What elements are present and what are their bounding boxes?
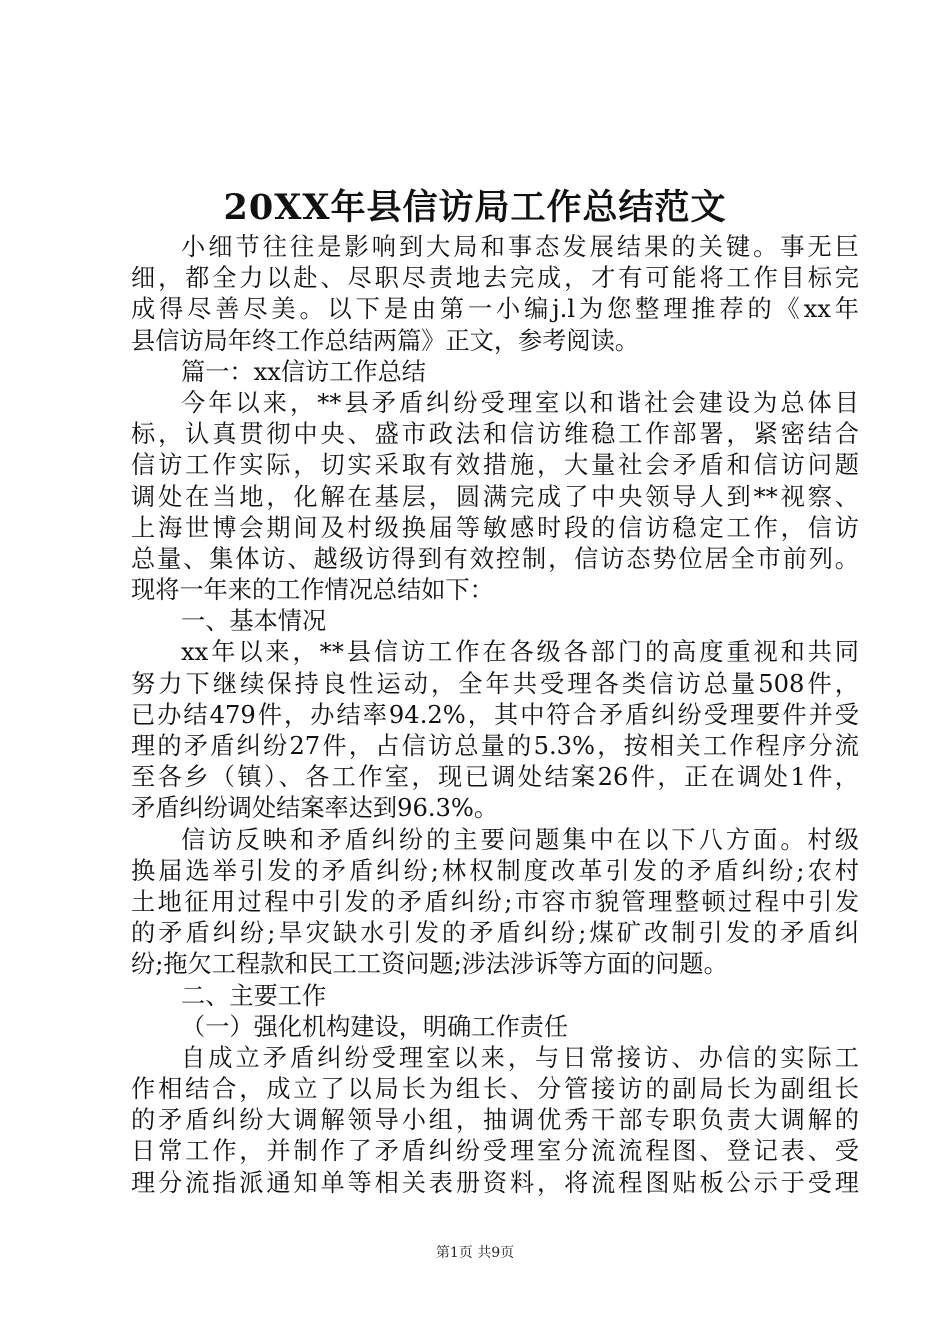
text-line: 理的矛盾纠纷27件，占信访总量的5.3%，按相关工作程序分流 xyxy=(131,732,859,760)
text-line: 小细节往往是影响到大局和事态发展结果的关键。事无巨 xyxy=(181,233,859,261)
text-line: 纷;拖欠工程款和民工工资问题;涉法涉诉等方面的问题。 xyxy=(131,950,728,979)
text-line: 一、基本情况 xyxy=(181,607,327,636)
text-line: 的矛盾纠纷大调解领导小组，抽调优秀干部专职负责大调解的 xyxy=(131,1106,859,1135)
text-line: 信访工作实际，切实采取有效措施，大量社会矛盾和信访问题 xyxy=(131,451,859,480)
text-line: 土地征用过程中引发的矛盾纠纷;市容市貌管理整顿过程中引发 xyxy=(131,887,859,916)
text-line: 努力下继续保持良性运动，全年共受理各类信访总量508件， xyxy=(131,669,859,698)
page-footer: 第1页 共9页 xyxy=(435,1245,515,1261)
text-line: （一）强化机构建设，明确工作责任 xyxy=(181,1012,569,1041)
text-line: 篇一：xx信访工作总结 xyxy=(181,357,426,386)
text-line: 总量、集体访、越级访得到有效控制，信访态势位居全市前列。 xyxy=(131,544,859,573)
text-line: 二、主要工作 xyxy=(181,981,327,1010)
text-line: 已办结479件，办结率94.2%，其中符合矛盾纠纷受理要件并受 xyxy=(131,700,859,729)
text-line: 自成立矛盾纠纷受理室以来，与日常接访、办信的实际工 xyxy=(181,1043,859,1072)
text-line: 现将一年来的工作情况总结如下： xyxy=(131,576,494,605)
text-line: 至各乡（镇）、各工作室，现已调处结案26件，正在调处1件， xyxy=(131,763,859,792)
document-title: 20XX年县信访局工作总结范文 xyxy=(223,187,727,228)
text-line: 作相结合，成立了以局长为组长、分管接访的副局长为副组长 xyxy=(131,1075,859,1104)
document-body xyxy=(131,232,859,1199)
text-line: 日常工作，并制作了矛盾纠纷受理室分流流程图、登记表、受 xyxy=(131,1137,859,1166)
text-line: 今年以来，**县矛盾纠纷受理室以和谐社会建设为总体目 xyxy=(181,388,859,417)
text-line: 细，都全力以赴、尽职尽责地去完成，才有可能将工作目标完 xyxy=(131,264,859,293)
text-line: xx年以来，**县信访工作在各级各部门的高度重视和共同 xyxy=(181,638,859,667)
text-line: 调处在当地，化解在基层，圆满完成了中央领导人到**视察、 xyxy=(131,482,859,511)
text-line: 矛盾纠纷调处结案率达到96.3%。 xyxy=(131,794,499,823)
text-line: 上海世博会期间及村级换届等敏感时段的信访稳定工作，信访 xyxy=(131,513,859,542)
text-line: 成得尽善尽美。以下是由第一小编j.l为您整理推荐的《xx年 xyxy=(131,295,859,324)
text-line: 的矛盾纠纷;旱灾缺水引发的矛盾纠纷;煤矿改制引发的矛盾纠 xyxy=(131,919,859,948)
text-line: 理分流指派通知单等相关表册资料，将流程图贴板公示于受理 xyxy=(131,1168,859,1197)
text-line: 县信访局年终工作总结两篇》正文，参考阅读。 xyxy=(131,326,639,355)
text-line: 信访反映和矛盾纠纷的主要问题集中在以下八方面。村级 xyxy=(181,825,859,854)
text-line: 换届选举引发的矛盾纠纷;林权制度改革引发的矛盾纠纷;农村 xyxy=(131,856,859,885)
text-line: 标，认真贯彻中央、盛市政法和信访维稳工作部署，紧密结合 xyxy=(131,420,859,449)
